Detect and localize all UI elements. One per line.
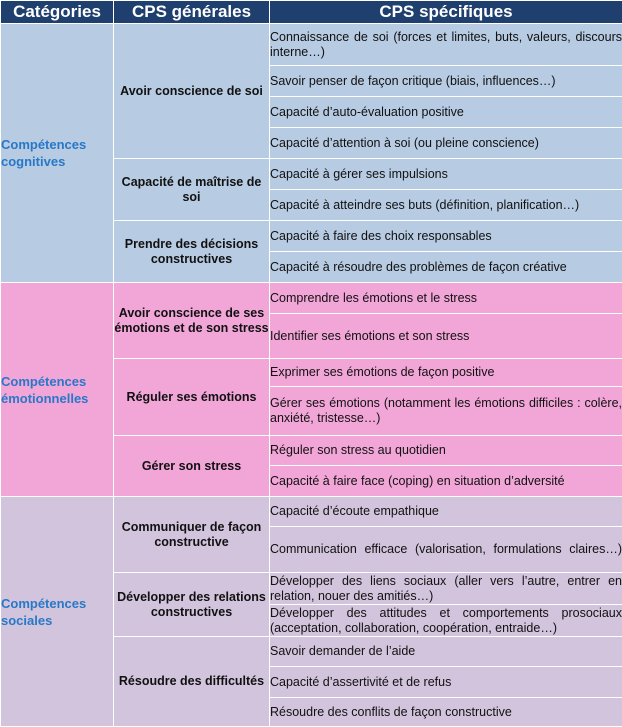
specific-item: Connaissance de soi (forces et limites, buts, valeurs, discours interne…) <box>270 24 622 66</box>
specific-item: Réguler son stress au quotidien <box>270 436 622 466</box>
category-sociales: Compétences sociales <box>1 497 114 727</box>
general-conscience-emotions: Avoir conscience de ses émotions et de son stress <box>114 283 270 359</box>
general-conscience-de-soi: Avoir conscience de soi <box>114 24 270 159</box>
specific-item: Capacité à faire des choix responsables <box>270 221 622 252</box>
specific-item: Développer des liens sociaux (aller vers l’autre, entrer en relation, nouer des amitiés…) <box>270 573 622 605</box>
category-emotionnelles: Compétences émotionnelles <box>1 283 114 497</box>
specific-item: Comprendre les émotions et le stress <box>270 283 622 314</box>
specific-item: Capacité à faire face (coping) en situation d’adversité <box>270 466 622 497</box>
specific-item: Savoir demander de l’aide <box>270 637 622 667</box>
header-row <box>1 1 622 24</box>
header-categories: Catégories <box>1 1 114 24</box>
specific-item: Développer des attitudes et comportements prosociaux (acceptation, collaboration, coopération, entraide…) <box>270 605 622 637</box>
table-row <box>1 497 622 527</box>
table-row <box>1 24 622 66</box>
specific-item: Communication efficace (valorisation, formulations claires…) <box>270 527 622 573</box>
general-relations-constructives: Développer des relations constructives <box>114 573 270 637</box>
specific-item: Capacité à gérer ses impulsions <box>270 159 622 190</box>
general-gerer-stress: Gérer son stress <box>114 436 270 497</box>
table-row <box>1 283 622 314</box>
general-reguler-emotions: Réguler ses émotions <box>114 359 270 436</box>
specific-item: Capacité à résoudre des problèmes de façon créative <box>270 252 622 283</box>
specific-item: Capacité d’attention à soi (ou pleine conscience) <box>270 128 622 159</box>
specific-item: Capacité à atteindre ses buts (définition, planification…) <box>270 190 622 221</box>
specific-item: Exprimer ses émotions de façon positive <box>270 359 622 387</box>
header-cps-generales: CPS générales <box>114 1 270 24</box>
header-cps-specifiques: CPS spécifiques <box>270 1 622 24</box>
general-maitrise-de-soi: Capacité de maîtrise de soi <box>114 159 270 221</box>
specific-item: Capacité d’écoute empathique <box>270 497 622 527</box>
general-communiquer: Communiquer de façon constructive <box>114 497 270 573</box>
specific-item: Gérer ses émotions (notamment les émotions difficiles : colère, anxiété, tristesse…) <box>270 387 622 436</box>
general-resoudre-difficultes: Résoudre des difficultés <box>114 637 270 727</box>
specific-item: Capacité d’auto-évaluation positive <box>270 97 622 128</box>
specific-item: Savoir penser de façon critique (biais, influences…) <box>270 66 622 97</box>
category-cognitives: Compétences cognitives <box>1 24 114 283</box>
specific-item: Capacité d’assertivité et de refus <box>270 667 622 698</box>
specific-item: Identifier ses émotions et son stress <box>270 314 622 359</box>
general-decisions-constructives: Prendre des décisions constructives <box>114 221 270 283</box>
specific-item: Résoudre des conflits de façon constructive <box>270 698 622 727</box>
